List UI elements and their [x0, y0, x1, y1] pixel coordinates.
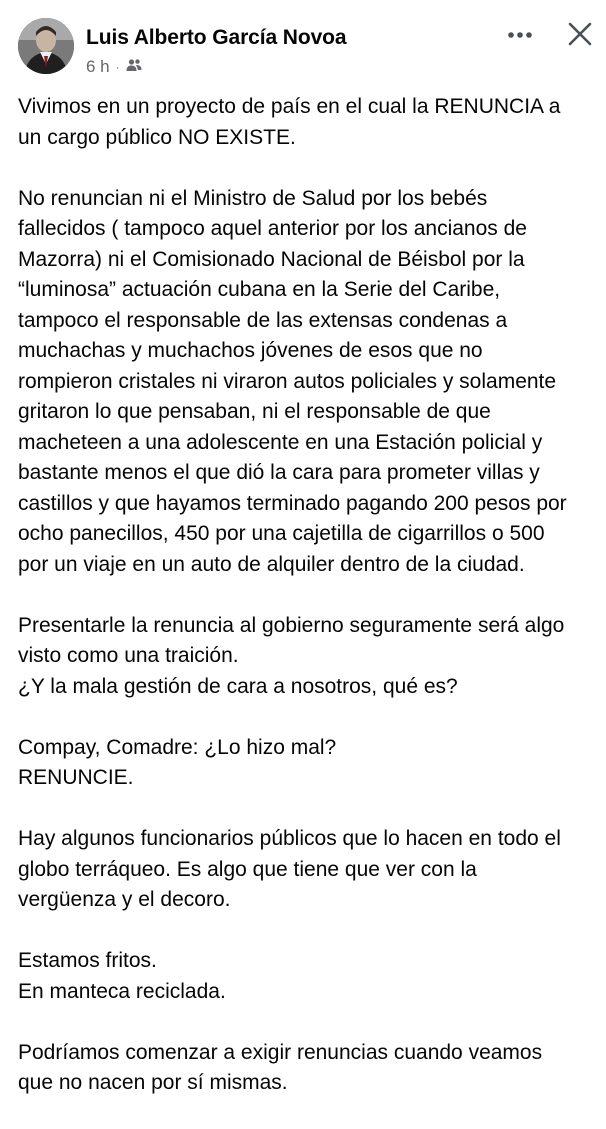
author-name[interactable]: Luis Alberto García Novoa [86, 26, 347, 49]
post-paragraph: No renuncian ni el Ministro de Salud por los bebés fallecidos ( tampoco aquel anterior por los ancianos de Mazorra) ni el Comisionado Nacional de Béisbol por la “luminosa” actuación cubana en la Serie del Caribe, tampoco el responsable de las extensas condenas a muchachas y muchachos jóvenes de esos que no rompieron cristales ni viraron autos policiales y solamente gritaron lo que pensaban, ni el responsable de que macheteen a una adolescente en una Estación policial y bastante menos el que dió la cara para prometer villas y castillos y que hayamos terminado pagando 200 pesos por ocho panecillos, 450 por una cajetilla de cigarrillos o 500 por un viaje en un auto de alquiler dentro de la ciudad. [18, 186, 567, 576]
post-time[interactable]: 6 h [86, 57, 110, 76]
post-paragraph: Podríamos comenzar a exigir renuncias cuando veamos que no nacen por sí mismas. [18, 1040, 543, 1094]
post-paragraph: Estamos fritos. En manteca reciclada. [18, 949, 226, 1003]
more-options-button[interactable] [500, 20, 540, 50]
post-paragraph: Vivimos en un proyecto de país en el cual la RENUNCIA a un cargo público NO EXISTE. [18, 95, 561, 149]
post-paragraph: Presentarle la renuncia al gobierno seguramente será algo visto como una traición. ¿Y la mala gestión de cara a nosotros, qué es? [18, 613, 565, 698]
close-icon [567, 21, 593, 47]
meta-separator: · [115, 60, 120, 74]
post-paragraph: Compay, Comadre: ¿Lo hizo mal? RENUNCIE. [18, 735, 337, 789]
close-button[interactable] [560, 16, 600, 52]
friends-icon[interactable] [126, 57, 142, 77]
post-meta [86, 56, 142, 78]
post-paragraph: Hay algunos funcionarios públicos que lo hacen en todo el globo terráqueo. Es algo que tiene que ver con la vergüenza y el decoro. [18, 827, 561, 911]
avatar[interactable] [18, 18, 74, 74]
post-header [0, 0, 606, 92]
avatar-photo [18, 18, 74, 74]
more-horizontal-icon [507, 31, 533, 39]
post-text [18, 92, 598, 1129]
